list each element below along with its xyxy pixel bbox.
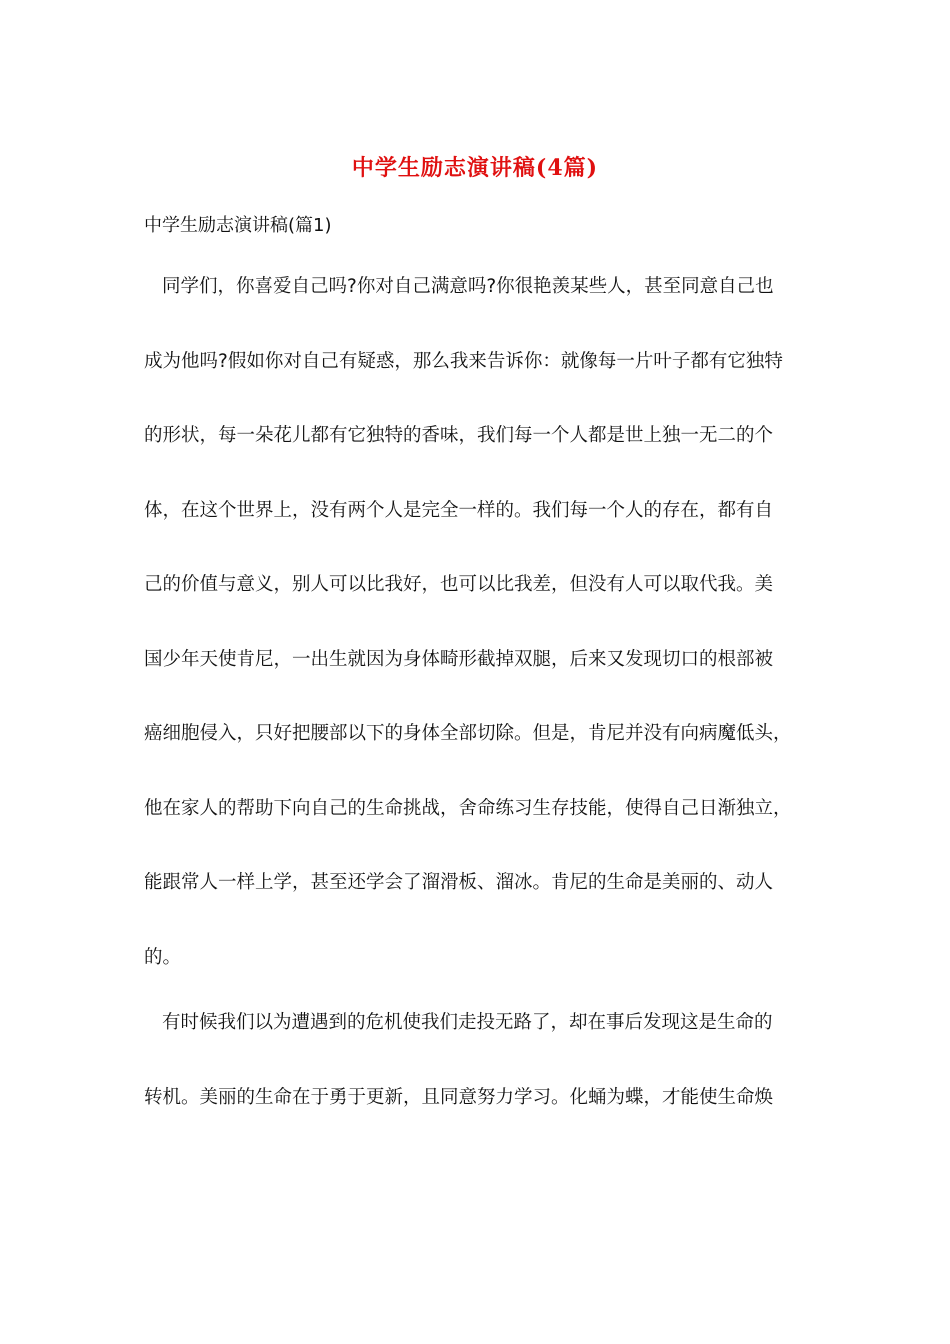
paragraph-line: 同学们，你喜爱自己吗?你对自己满意吗?你很艳羡某些人，甚至同意自己也 xyxy=(162,276,774,297)
paragraph-line: 己的价值与意义，别人可以比我好，也可以比我差，但没有人可以取代我。美 xyxy=(144,574,774,595)
paragraph-line: 的形状，每一朵花儿都有它独特的香味，我们每一个人都是世上独一无二的个 xyxy=(144,425,774,446)
paragraph-line: 他在家人的帮助下向自己的生命挑战，舍命练习生存技能，使得自己日渐独立， xyxy=(144,798,792,819)
section-heading: 中学生励志演讲稿(篇1) xyxy=(144,215,332,236)
paragraph-line: 国少年天使肯尼，一出生就因为身体畸形截掉双腿，后来又发现切口的根部被 xyxy=(144,649,774,670)
paragraph-line: 癌细胞侵入，只好把腰部以下的身体全部切除。但是，肯尼并没有向病魔低头， xyxy=(144,723,792,744)
paragraph-line: 成为他吗?假如你对自己有疑惑，那么我来告诉你：就像每一片叶子都有它独特 xyxy=(144,351,783,372)
paragraph-line: 转机。美丽的生命在于勇于更新，且同意努力学习。化蛹为蝶，才能使生命焕 xyxy=(144,1087,774,1108)
document-title: 中学生励志演讲稿(4篇) xyxy=(351,155,599,181)
paragraph-line: 体，在这个世界上，没有两个人是完全一样的。我们每一个人的存在，都有自 xyxy=(144,500,774,521)
paragraph-line: 的。 xyxy=(144,947,182,968)
paragraph-line: 能跟常人一样上学，甚至还学会了溜滑板、溜冰。肯尼的生命是美丽的、动人 xyxy=(144,872,774,893)
paragraph-line: 有时候我们以为遭遇到的危机使我们走投无路了，却在事后发现这是生命的 xyxy=(162,1012,773,1033)
